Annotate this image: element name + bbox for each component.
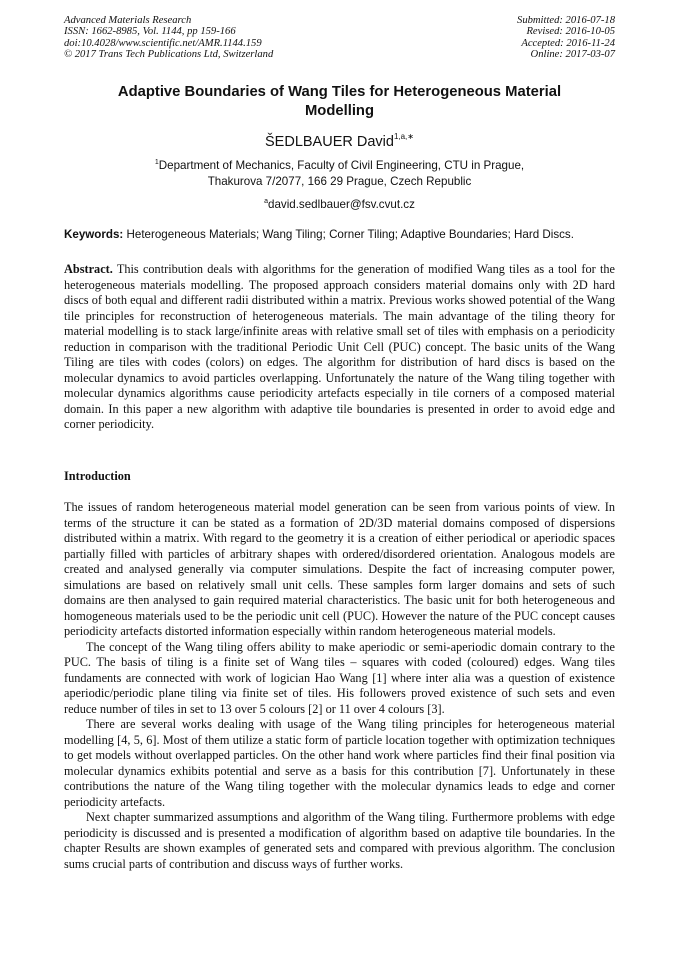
journal-issn: ISSN: 1662-8985, Vol. 1144, pp 159-166 bbox=[64, 26, 236, 38]
intro-paragraph-3: There are several works dealing with usage of the Wang tiling principles for heterogeneous material modelling [4, 5, 6]. Most of them utilize a static form of particle location together with optimization techniques to get models without overlapped particles. On the other hand work where particles find their final position via molecular dynamics exhibits potential and serve as a basis for this contribution [7]. Unfortunately in these contributions the nature of the Wang tiling together with the molecular dynamics leads to edge and corner periodicity artefacts. bbox=[64, 717, 615, 809]
journal-info bbox=[64, 15, 273, 61]
title-line-2: Modelling bbox=[304, 103, 375, 119]
journal-doi: doi:10.4028/www.scientific.net/AMR.1144.159 bbox=[64, 37, 262, 49]
author-name: ŠEDLBAUER David bbox=[265, 134, 394, 150]
email-mark: a bbox=[264, 198, 268, 205]
author bbox=[64, 128, 615, 151]
date-revised: Revised: 2016-10-05 bbox=[526, 26, 615, 38]
abstract bbox=[64, 262, 615, 433]
date-accepted: Accepted: 2016-11-24 bbox=[521, 37, 615, 49]
date-online: Online: 2017-03-07 bbox=[530, 49, 615, 61]
affiliation-mark: 1 bbox=[154, 159, 159, 166]
submission-dates bbox=[517, 15, 615, 61]
abstract-label: Abstract. bbox=[64, 262, 113, 276]
date-submitted: Submitted: 2016-07-18 bbox=[517, 15, 615, 26]
abstract-text: This contribution deals with algorithms for the generation of modified Wang tiles as a tool for the heterogeneous materials modelling. The proposed approach considers material domains only with 2D hard discs of both equal and different radii distributed within a matrix. Previous works showed potential of the Wang tile principles for reconstruction of heterogeneous materials. The main advantage of the tiling theory for material modelling is to stack large/infinite areas with relative small set of tiles with emphasis on a periodicity reduction in comparison with the traditional Periodic Unit Cell (PUC) concept. The basic units of the Wang Tiling are tiles with codes (colors) on edges. The algorithm for distribution of hard discs is based on the molecular dynamics to avoid particles overlapping. Unfortunately the nature of the Wang tiling together with molecular dynamics algorithms cause periodicity artefacts especially in tile corners of a composed material domain. In this paper a new algorithm with adaptive tile boundaries is presented in order to avoid edge and corner periodicity. bbox=[64, 262, 615, 431]
introduction-body bbox=[64, 500, 615, 872]
introduction-heading: Introduction bbox=[64, 469, 131, 483]
intro-paragraph-4: Next chapter summarized assumptions and algorithm of the Wang tiling. Furthermore problems with edge periodicity is discussed and is presented a modification of algorithm based on adaptive tile boundaries. In the chapter Results are shown examples of generated sets and compared with previous algorithm. The conclusion sums crucial parts of contribution and discuss ways of further works. bbox=[64, 810, 615, 871]
journal-name: Advanced Materials Research bbox=[64, 15, 192, 26]
keywords bbox=[64, 227, 624, 242]
title-line-1: Adaptive Boundaries of Wang Tiles for Heterogeneous Material bbox=[117, 84, 562, 100]
author-marks: 1,a,∗ bbox=[393, 132, 414, 141]
author-email bbox=[64, 194, 615, 212]
paper-title bbox=[64, 83, 615, 121]
intro-paragraph-2: The concept of the Wang tiling offers ability to make aperiodic or semi-aperiodic domain contrary to the PUC. The basis of tiling is a finite set of Wang tiles – squares with coded (coloured) edges. Wang tiles fundaments are connected with work of logician Hao Wang [1] where inter alia was a question of existence aperiodic/periodic plane tiling via finite set of tiles. His followers proved existence of such sets and even reduce number of tiles in set to 13 over 5 colours [2] or 11 over 4 colours [3]. bbox=[64, 639, 615, 716]
intro-paragraph-1: The issues of random heterogeneous material model generation can be seen from various points of view. In terms of the structure it can be stated as a formation of 2D/3D material domains composed of dispersions distributed within a matrix. With regard to the geometry it is a creation of either periodical or aperiodic spaces partially filled with particles of arbitrary shapes with ordered/disordered orientation. Analogous models are created and analysed generally via computer simulations. Despite the fact of increasing computer power, simulations are based on relatively small unit cells. These samples form larger domains and sets of such domains are then analysed to gain required material characteristics. The basic unit for both heterogeneous and homogeneous materials used to be the periodic unit cell (PUC). However the nature of the PUC concept causes periodicity artefacts distorted information especially within random heterogeneous material models. bbox=[64, 500, 615, 638]
keywords-text: Heterogeneous Materials; Wang Tiling; Corner Tiling; Adaptive Boundaries; Hard Discs. bbox=[123, 228, 574, 241]
affiliation-line-2: Thakurova 7/2077, 166 29 Prague, Czech Republic bbox=[207, 174, 472, 188]
keywords-label: Keywords: bbox=[64, 228, 124, 241]
email-address: david.sedlbauer@fsv.cvut.cz bbox=[268, 198, 415, 211]
affiliation bbox=[64, 155, 615, 189]
journal-copyright: © 2017 Trans Tech Publications Ltd, Switzerland bbox=[64, 49, 274, 61]
affiliation-line-1: Department of Mechanics, Faculty of Civil Engineering, CTU in Prague, bbox=[158, 159, 525, 172]
